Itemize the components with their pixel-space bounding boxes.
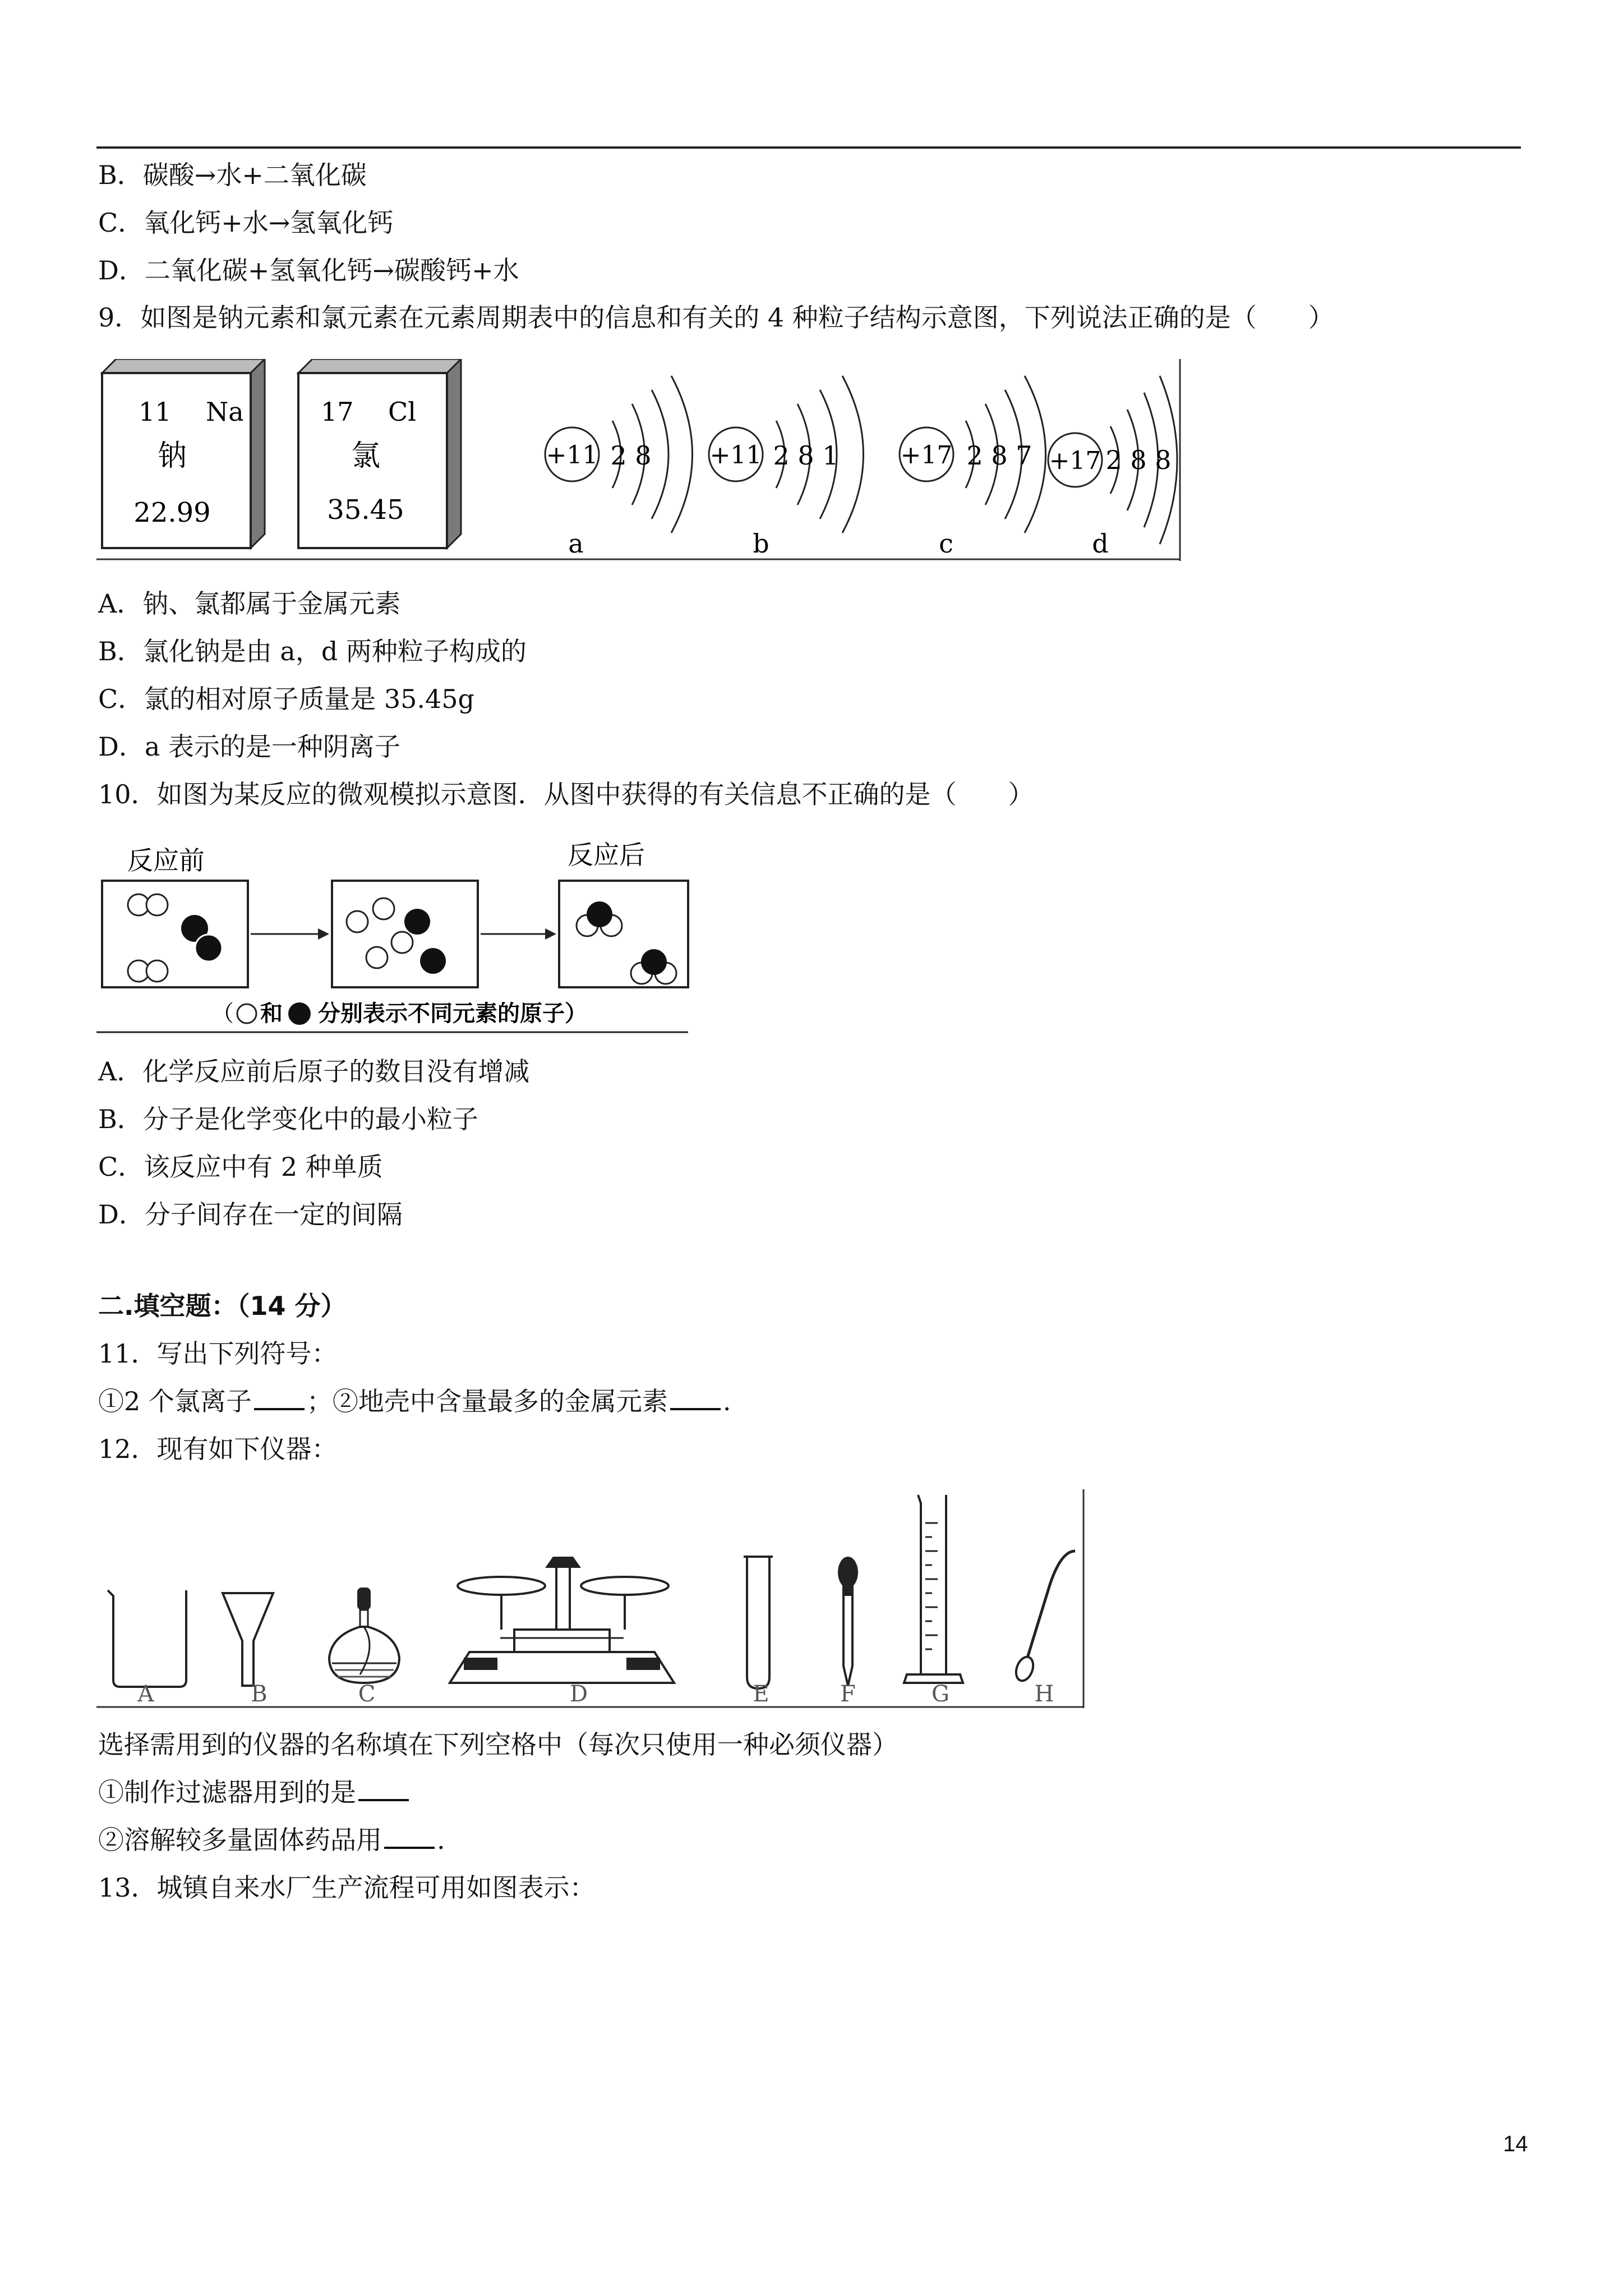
cl-symbol: Cl — [388, 397, 416, 427]
legend-prefix: （ — [211, 1001, 234, 1027]
q12-item2-end: . — [437, 1825, 445, 1855]
particle-a-label: a — [568, 528, 584, 559]
particle-b-label: b — [753, 528, 769, 559]
particle-b-diagram — [709, 376, 864, 559]
particle-c-shells: 2 8 7 — [966, 440, 1032, 471]
particle-c-nucleus: +17 — [900, 441, 953, 470]
q11-blank-2[interactable] — [670, 1386, 721, 1410]
legend-and: 和 — [260, 1000, 283, 1027]
q13-stem: 13．城镇自来水厂生产流程可用如图表示： — [98, 1872, 596, 1903]
q12-stem: 12．现有如下仪器： — [98, 1434, 338, 1464]
q9-figure — [96, 359, 1184, 561]
apparatus-label-h: H — [1034, 1681, 1054, 1707]
cl-number: 17 — [321, 397, 354, 427]
q10-option-b: B．分子是化学变化中的最小粒子 — [98, 1104, 478, 1134]
cl-name: 氯 — [351, 439, 381, 473]
q9-option-b: B．氯化钠是由 a，d 两种粒子构成的 — [98, 636, 527, 666]
section-title: 二.填空题：（14 分） — [98, 1291, 347, 1321]
q9-option-c: C．氯的相对原子质量是 35.45g — [98, 684, 474, 714]
reactant-box — [102, 881, 248, 987]
particle-d-diagram — [1048, 376, 1177, 559]
legend-suffix: 分别表示不同元素的原子） — [318, 1000, 587, 1027]
q10-option-c: C．该反应中有 2 种单质 — [98, 1152, 383, 1182]
q9-option-d: D．a 表示的是一种阴离子 — [98, 731, 400, 762]
particle-c-label: c — [939, 528, 953, 559]
q12-item1-text: ①制作过滤器用到的是 — [98, 1777, 356, 1807]
q10-option-d: D．分子间存在一定的间隔 — [98, 1199, 403, 1230]
apparatus-label-f: F — [840, 1681, 856, 1707]
legend-black-atom-icon — [288, 1002, 311, 1025]
test-tube-icon — [744, 1557, 773, 1688]
q10-option-a: A．化学反应前后原子的数目没有增减 — [98, 1056, 530, 1087]
apparatus-label-a: A — [137, 1681, 154, 1707]
q12-blank-2[interactable] — [384, 1824, 435, 1849]
q11-part2: ②地壳中含量最多的金属元素 — [332, 1386, 668, 1416]
apparatus-label-g: G — [932, 1681, 949, 1707]
q11-body — [98, 1384, 731, 1418]
q11-sep: ； — [306, 1386, 333, 1416]
q11-part1: ①2 个氯离子 — [98, 1386, 252, 1416]
q12-item2-text: ②溶解较多量固体药品用 — [98, 1825, 382, 1855]
q10-stem: 10．如图为某反应的微观模拟示意图．从图中获得的有关信息不正确的是（ ） — [98, 779, 1034, 809]
after-label: 反应后 — [568, 840, 645, 870]
spoon-spatula-icon — [1013, 1551, 1075, 1683]
particle-a-shells: 2 8 — [610, 440, 652, 471]
cl-mass: 35.45 — [327, 494, 404, 526]
graduated-cylinder-icon — [904, 1495, 963, 1683]
q9-option-a: A．钠、氯都属于金属元素 — [98, 588, 401, 619]
particle-d-nucleus: +17 — [1049, 447, 1101, 475]
na-name: 钠 — [157, 439, 187, 473]
na-mass: 22.99 — [133, 497, 211, 528]
particle-d-shells: 2 8 8 — [1105, 445, 1172, 475]
before-label: 反应前 — [127, 845, 205, 876]
q11-blank-1[interactable] — [254, 1386, 305, 1410]
funnel-icon — [223, 1593, 273, 1686]
particle-a-nucleus: +11 — [546, 441, 598, 470]
particle-b-nucleus: +11 — [709, 441, 762, 470]
particle-b-shells: 2 8 1 — [773, 440, 839, 471]
q8-option-b: B．碳酸→水+二氧化碳 — [98, 160, 367, 190]
balance-icon — [450, 1557, 674, 1683]
q12-blank-1[interactable] — [358, 1777, 409, 1801]
header-rule — [96, 146, 1521, 149]
alcohol-lamp-icon — [329, 1588, 399, 1683]
particle-a-diagram — [545, 376, 693, 559]
na-element-tile — [102, 359, 265, 548]
legend-white-atom-icon — [237, 1004, 256, 1023]
q11-end: . — [722, 1386, 731, 1416]
q12-item1 — [98, 1775, 411, 1809]
apparatus-label-b: B — [251, 1681, 268, 1707]
q11-stem: 11．写出下列符号： — [98, 1338, 338, 1369]
page-number: 14 — [1503, 2132, 1528, 2156]
q9-stem: 9．如图是钠元素和氯元素在元素周期表中的信息和有关的 4 种粒子结构示意图，下列说法正确的是（ ） — [98, 302, 1334, 333]
particle-d-label: d — [1092, 528, 1109, 559]
apparatus-label-c: C — [358, 1681, 376, 1707]
q10-figure — [96, 839, 691, 1041]
dropper-icon — [838, 1557, 858, 1686]
particle-c-diagram — [900, 376, 1046, 559]
apparatus-label-e: E — [753, 1681, 769, 1707]
na-symbol: Na — [206, 397, 244, 427]
cl-element-tile — [298, 359, 461, 548]
q12-apparatus-figure — [96, 1489, 1106, 1714]
q12-item2 — [98, 1823, 445, 1857]
na-number: 11 — [139, 397, 172, 427]
q8-option-d: D．二氧化碳+氢氧化钙→碳酸钙+水 — [98, 255, 519, 286]
q12-instruction: 选择需用到的仪器的名称填在下列空格中（每次只使用一种必须仪器） — [98, 1729, 898, 1760]
beaker-icon — [108, 1590, 186, 1687]
apparatus-label-d: D — [569, 1681, 588, 1707]
q8-option-c: C．氧化钙+水→氢氧化钙 — [98, 208, 394, 238]
